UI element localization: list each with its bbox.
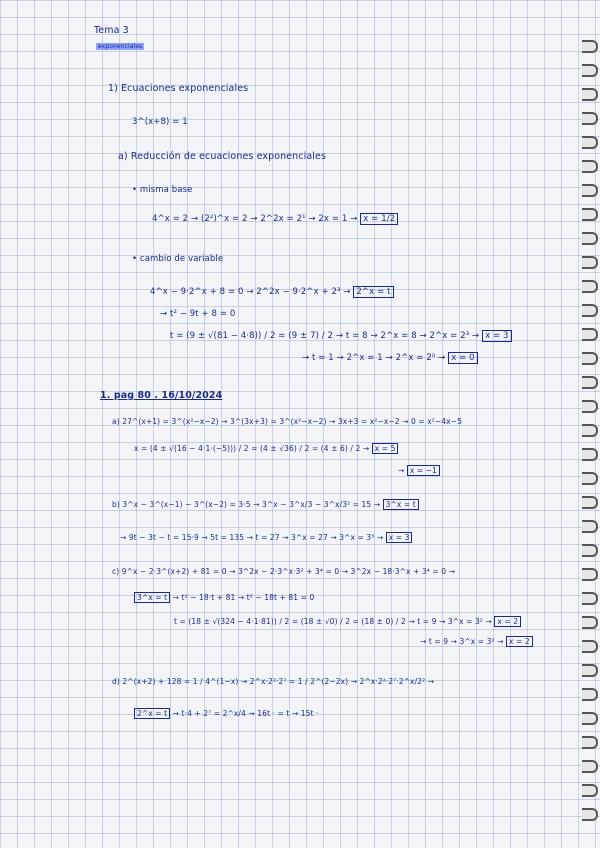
example-equation: 3^(x+8) = 1 [132, 117, 188, 127]
exercise-b-line-1 [112, 500, 419, 509]
exercise-c-line-4-text: → t = 9 → 3^x = 3² → [420, 637, 504, 646]
equation-line-2d [302, 353, 478, 363]
answer-box: x = 2 [494, 616, 521, 627]
equation-line-2c [170, 331, 512, 341]
answer-box: x = 5 [372, 443, 399, 454]
exercise-d-line-2 [134, 709, 319, 718]
bullet-misma-base: • misma base [132, 185, 193, 195]
equation-2d-text: → t = 1 → 2^x = 1 → 2^x = 2⁰ → [302, 353, 446, 363]
substitution-box: 2^x = t [353, 286, 393, 298]
answer-box: x = 0 [448, 352, 477, 364]
exercise-a-line-3-text: → [398, 466, 405, 475]
answer-box: x = 3 [386, 532, 413, 543]
exercise-b-line-1-text: b) 3^x − 3^(x−1) − 3^(x−2) = 3·5 → 3^x − 3^x/3 − 3^x/3² = 15 → [112, 500, 381, 509]
exercise-d-line-2-text: → t·4 + 2⁷ = 2^x/4 → 16t · = t → 15t · [172, 709, 319, 718]
equation-line-2b: → t² − 9t + 8 = 0 [160, 309, 236, 319]
answer-box: x = 3 [482, 330, 511, 342]
answer-box: x = 1/2 [360, 213, 398, 225]
exercise-c-line-2-text: → t² − 18·t + 81 → t² − 18t + 81 = 0 [172, 593, 315, 602]
equation-2a-text: 4^x − 9·2^x + 8 = 0 → 2^2x − 9·2^x + 2³ → [150, 287, 351, 297]
exercise-c-line-3-text: t = (18 ± √(324 − 4·1·81)) / 2 = (18 ± √0) / 2 = (18 ± 0) / 2 → t = 9 → 3^x = 3² → [174, 617, 492, 626]
bullet-cambio-variable: • cambio de variable [132, 254, 224, 264]
exercise-a-line-3 [398, 466, 440, 475]
substitution-box: 3^x = t [383, 499, 419, 510]
exercise-c-line-4 [420, 637, 533, 646]
highlight-mark: exponenciales [98, 43, 143, 50]
substitution-box: 2^x = t [134, 708, 170, 719]
exercise-b-line-2 [120, 533, 412, 542]
title-highlight [96, 41, 144, 51]
exercise-c-line-3 [174, 617, 521, 626]
answer-box: x = −1 [407, 465, 440, 476]
answer-box: x = 2 [506, 636, 533, 647]
subsection-title: a) Reducción de ecuaciones exponenciales [118, 151, 327, 162]
section-1-title: 1) Ecuaciones exponenciales [108, 83, 249, 94]
exercise-a-line-2 [134, 444, 398, 453]
exercise-a-line-1: a) 27^(x+1) = 3^(x²−x−2) → 3^(3x+3) = 3^(x²−x−2) → 3x+3 = x²−x−2 → 0 = x²−4x−5 [112, 417, 462, 426]
exercise-c-line-2 [134, 593, 314, 602]
section-2-title: 1. pag 80 . 16/10/2024 [100, 390, 223, 401]
equation-line-2a [150, 287, 394, 297]
page-title: Tema 3 [94, 25, 129, 36]
exercise-d-line-1: d) 2^(x+2) + 128 = 1 / 4^(1−x) → 2^x·2²·2⁷ = 1 / 2^(2−2x) → 2^x·2²·2⁷·2^x/2² → [112, 677, 435, 686]
substitution-box: 3^x = t [134, 592, 170, 603]
equation-2c-text: t = (9 ± √(81 − 4·8)) / 2 = (9 ± 7) / 2 → t = 8 → 2^x = 8 → 2^x = 2³ → [170, 331, 480, 341]
exercise-b-line-2-text: → 9t − 3t − t = 15·9 → 5t = 135 → t = 27 → 3^x = 27 → 3^x = 3³ → [120, 533, 384, 542]
exercise-a-line-2-text: x = (4 ± √(16 − 4·1·(−5))) / 2 = (4 ± √36) / 2 = (4 ± 6) / 2 → [134, 444, 370, 453]
exercise-c-line-1: c) 9^x − 2·3^(x+2) + 81 = 0 → 3^2x − 2·3^x·3² + 3⁴ = 0 → 3^2x − 18·3^x + 3⁴ = 0 → [112, 567, 456, 576]
equation-line-1 [152, 214, 398, 224]
equation-1-text: 4^x = 2 → (2²)^x = 2 → 2^2x = 2¹ → 2x = 1 → [152, 214, 358, 224]
